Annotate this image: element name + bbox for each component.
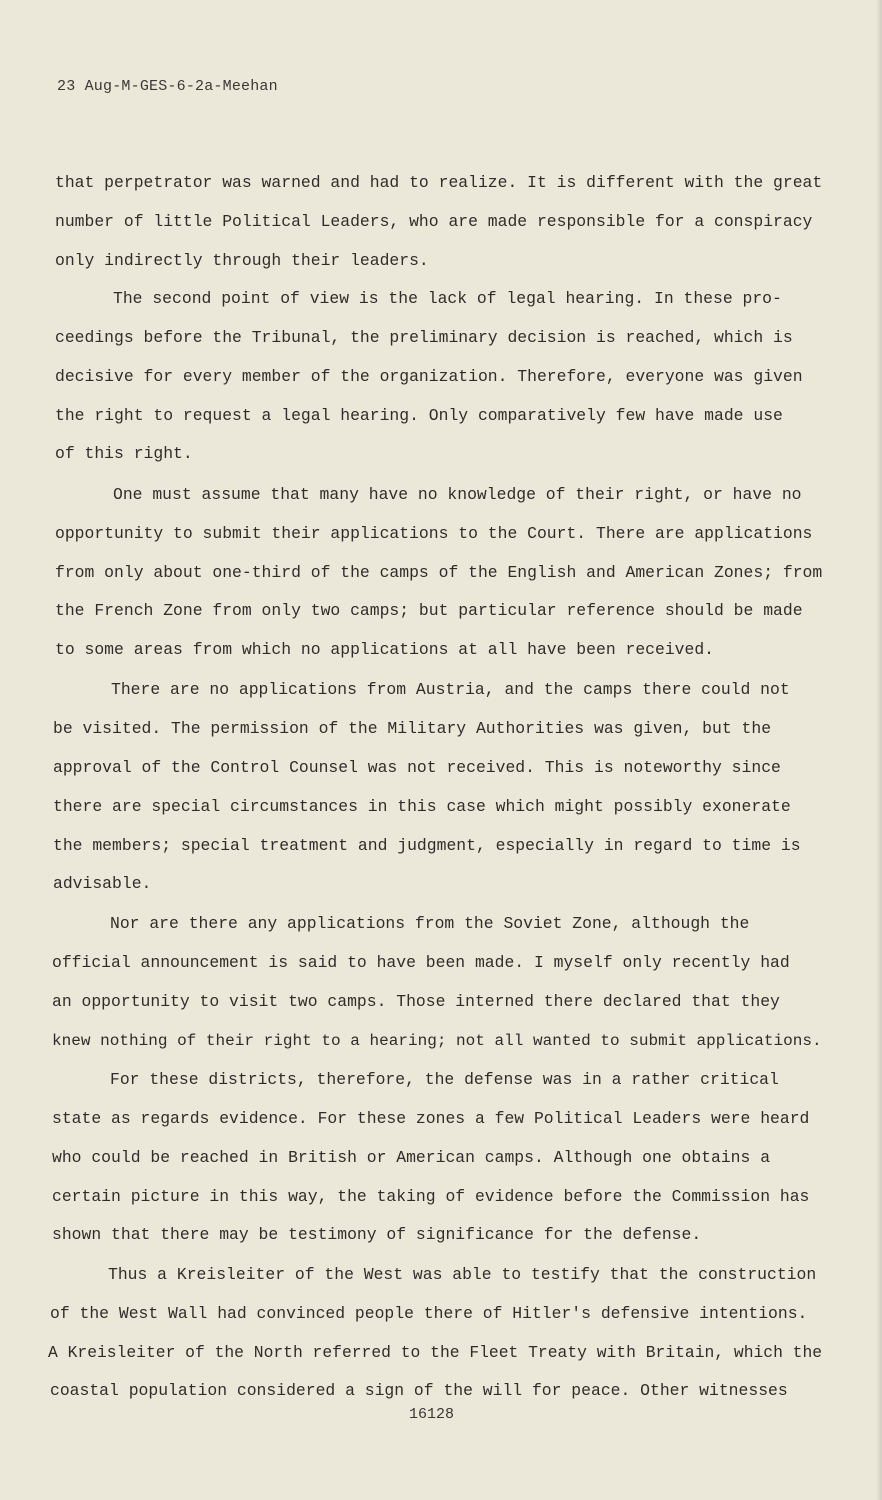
text-line: the French Zone from only two camps; but particular reference should be made [55, 601, 803, 620]
text-line: there are special circumstances in this case which might possibly exonerate [53, 797, 791, 816]
text-line: of this right. [55, 444, 193, 463]
text-line: certain picture in this way, the taking of evidence before the Commission has [52, 1187, 810, 1206]
text-line: state as regards evidence. For these zones a few Political Leaders were heard [52, 1109, 810, 1128]
page-number: 16128 [409, 1406, 455, 1423]
text-line: Thus a Kreisleiter of the West was able to testify that the construction [108, 1265, 817, 1284]
page-edge-shadow [876, 0, 882, 1500]
text-line: that perpetrator was warned and had to realize. It is different with the great [55, 173, 823, 192]
text-line: One must assume that many have no knowledge of their right, or have no [113, 485, 802, 504]
text-line: approval of the Control Counsel was not received. This is noteworthy since [53, 758, 781, 777]
text-line: of the West Wall had convinced people there of Hitler's defensive intentions. [50, 1304, 808, 1323]
text-line: Nor are there any applications from the Soviet Zone, although the [110, 914, 750, 933]
text-line: number of little Political Leaders, who are made responsible for a conspiracy [55, 212, 813, 231]
text-line: shown that there may be testimony of significance for the defense. [52, 1225, 702, 1244]
text-line: The second point of view is the lack of legal hearing. In these pro- [113, 289, 782, 308]
text-line: opportunity to submit their applications to the Court. There are applications [55, 524, 813, 543]
text-line: the right to request a legal hearing. Only comparatively few have made use [55, 406, 783, 425]
text-line: who could be reached in British or American camps. Although one obtains a [52, 1148, 771, 1167]
text-line: There are no applications from Austria, and the camps there could not [111, 680, 790, 699]
text-line: coastal population considered a sign of the will for peace. Other witnesses [50, 1381, 788, 1400]
text-line: For these districts, therefore, the defense was in a rather critical [110, 1070, 779, 1089]
text-line: advisable. [53, 874, 152, 893]
text-line: from only about one-third of the camps of the English and American Zones; from [55, 563, 823, 582]
text-line: an opportunity to visit two camps. Those interned there declared that they [52, 992, 780, 1011]
text-line: to some areas from which no applications at all have been received. [55, 640, 715, 659]
text-line: ceedings before the Tribunal, the preliminary decision is reached, which is [55, 328, 793, 347]
text-line: A Kreisleiter of the North referred to the Fleet Treaty with Britain, which the [48, 1343, 823, 1362]
text-line: knew nothing of their right to a hearing; not all wanted to submit applications. [52, 1032, 822, 1050]
text-line: the members; special treatment and judgment, especially in regard to time is [53, 836, 801, 855]
text-line: be visited. The permission of the Military Authorities was given, but the [53, 719, 772, 738]
document-header-code: 23 Aug-M-GES-6-2a-Meehan [57, 78, 278, 95]
text-line: official announcement is said to have been made. I myself only recently had [52, 953, 790, 972]
text-line: decisive for every member of the organization. Therefore, everyone was given [55, 367, 803, 386]
text-line: only indirectly through their leaders. [55, 251, 429, 270]
